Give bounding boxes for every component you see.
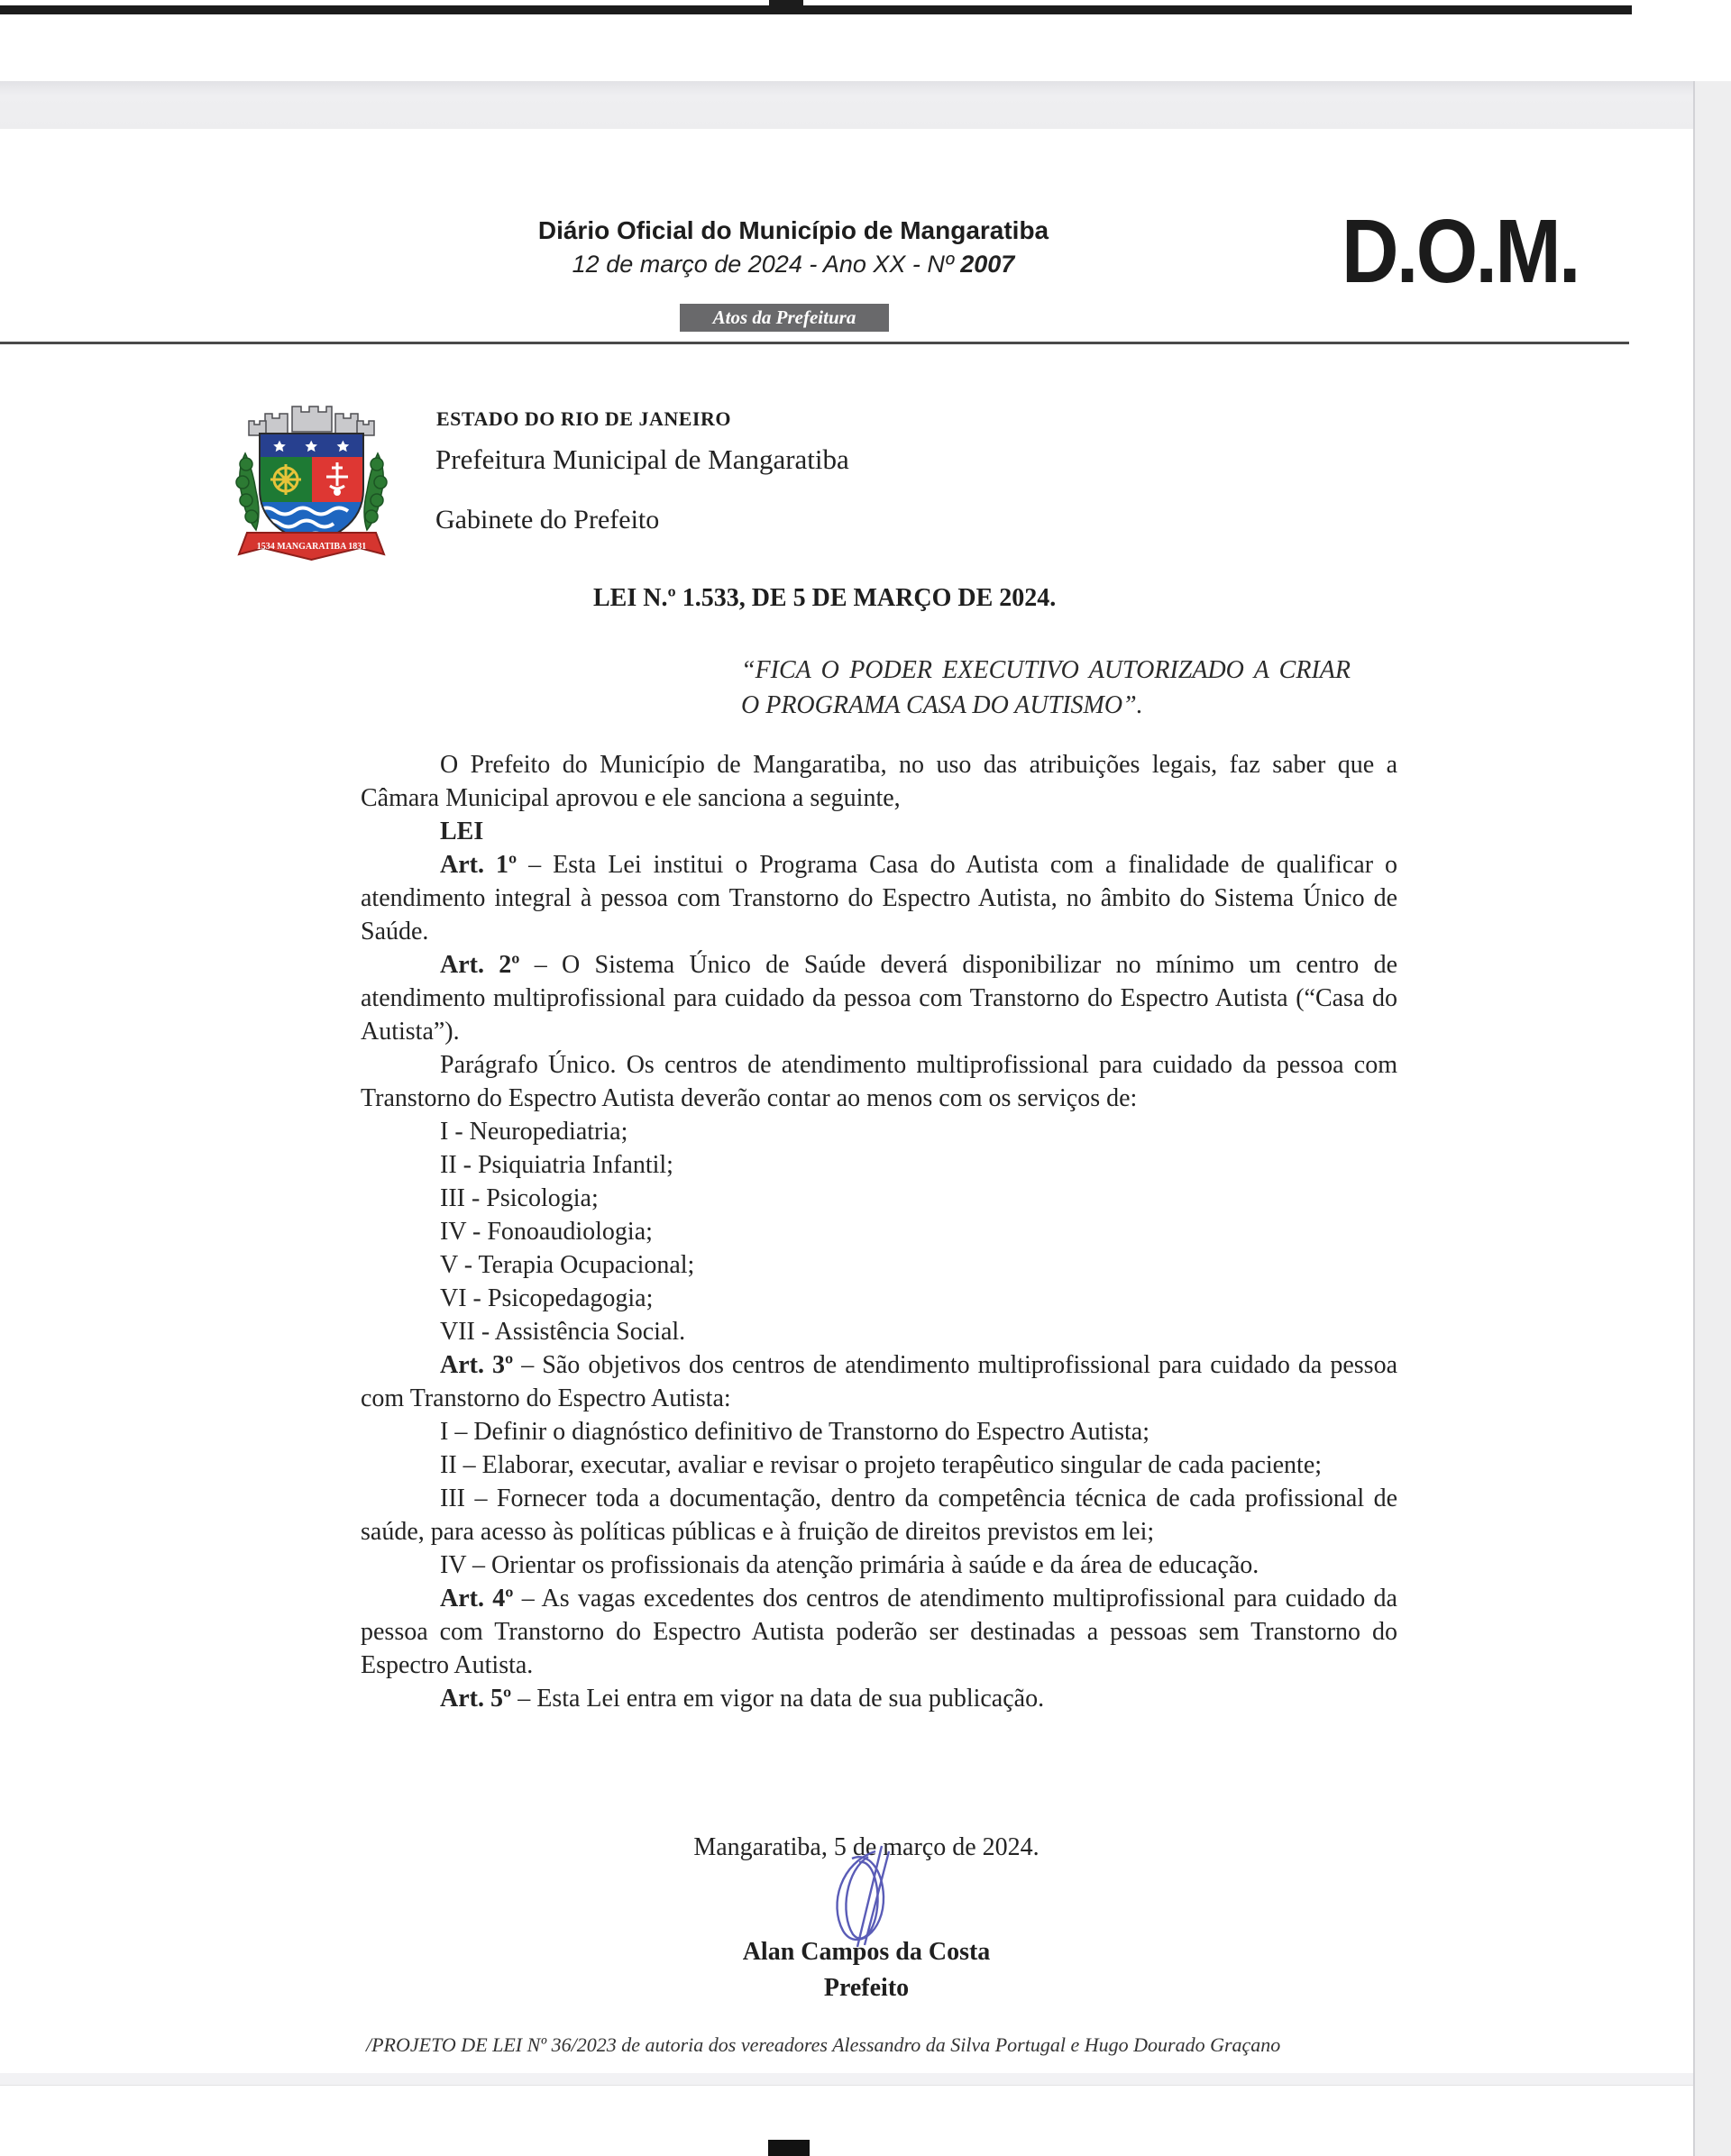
page-bottom-edge <box>0 2073 1693 2086</box>
list-item: V - Terapia Ocupacional; <box>440 1251 695 1279</box>
section-badge: Atos da Prefeitura <box>680 304 889 332</box>
date-line: Mangaratiba, 5 de março de 2024. <box>693 1833 1040 1861</box>
page-right-margin <box>1693 81 1731 2156</box>
paragraph-lead: LEI <box>440 818 484 845</box>
footnote: /PROJETO DE LEI Nº 36/2023 de autoria dos vereadores Alessandro da Silva Portugal e Hugo Dourado Graçano <box>366 2033 1281 2056</box>
top-rule-tab <box>769 0 803 14</box>
crest-ribbon <box>239 533 384 560</box>
header-divider <box>0 342 1629 344</box>
list-item: I - Neuropediatria; <box>440 1118 628 1146</box>
state-name: ESTADO DO RIO DE JANEIRO <box>436 407 731 430</box>
paragraph-lead: Art. 5º <box>440 1685 512 1713</box>
paragraph-lead: Art. 3º <box>440 1351 514 1379</box>
list-item: III – Fornecer toda a documentação, dentro da competência técnica de cada profissional de saúde, para acesso às políticas públicas e à fruição de direitos previstos em lei; <box>361 1485 1397 1546</box>
paragraph-lead: Art. 2º <box>440 951 520 979</box>
list-item: IV – Orientar os profissionais da atenção primária à saúde e da área de educação. <box>440 1551 1259 1579</box>
list-item: IV - Fonoaudiologia; <box>440 1218 653 1246</box>
list-item: VII - Assistência Social. <box>440 1318 686 1346</box>
list-item: II – Elaborar, executar, avaliar e revisar o projeto terapêutico singular de cada paciente; <box>440 1451 1323 1479</box>
municipality-name: Prefeitura Municipal de Mangaratiba <box>435 443 849 475</box>
list-item: III - Psicologia; <box>440 1184 599 1212</box>
paragraph-lead: Art. 1º <box>440 851 517 879</box>
paragraph-text: – Esta Lei entra em vigor na data de sua publicação. <box>511 1685 1045 1713</box>
paragraph <box>361 848 1397 948</box>
list-item: II - Psiquiatria Infantil; <box>440 1151 673 1179</box>
crest-ribbon-text: 1534 MANGARATIBA 1831 <box>256 542 367 552</box>
paragraph <box>361 748 1397 815</box>
signer-role: Prefeito <box>823 1974 910 2002</box>
law-body <box>361 748 1397 1715</box>
paragraph <box>361 948 1397 1048</box>
crest-crown <box>249 407 374 435</box>
law-epigraph: “FICA O PODER EXECUTIVO AUTORIZADO A CRIAR O PROGRAMA CASA DO AUTISMO”. <box>741 656 1351 719</box>
masthead-edition-number: 2007 <box>960 251 1015 278</box>
paragraph-text: O Prefeito do Município de Mangaratiba, no uso das atribuições legais, faz saber que a Câmara Municipal aprovou e ele sanciona a seguinte, <box>361 751 1397 812</box>
paragraph-lead: Art. 4º <box>440 1585 514 1612</box>
paragraph <box>361 1582 1397 1682</box>
paragraph-text: – O Sistema Único de Saúde deverá disponibilizar no mínimo um centro de atendimento multiprofissional para cuidado da pessoa com Transtorno do Espectro Autista (“Casa do Autista”). <box>361 951 1397 1046</box>
list-item: I – Definir o diagnóstico definitivo de Transtorno do Espectro Autista; <box>440 1418 1150 1446</box>
coat-of-arms <box>233 399 390 580</box>
signer-name: Alan Campos da Costa <box>742 1938 991 1966</box>
law-title: LEI N.º 1.533, DE 5 DE MARÇO DE 2024. <box>593 584 1057 612</box>
paragraph-text: – Esta Lei institui o Programa Casa do Autista com a finalidade de qualificar o atendimento integral à pessoa com Transtorno do Espectro Autista, no âmbito do Sistema Único de Saúde. <box>361 851 1397 946</box>
masthead-date: 12 de março de 2024 - Ano XX - Nº <box>572 251 961 278</box>
paragraph <box>361 1348 1397 1415</box>
paragraph-text: Parágrafo Único. Os centros de atendimento multiprofissional para cuidado da pessoa com Transtorno do Espectro Autista deverão contar ao menos com os serviços de: <box>361 1051 1397 1112</box>
masthead-subtitle <box>469 251 1118 279</box>
page-gap-band <box>0 81 1731 129</box>
masthead-title: Diário Oficial do Município de Mangaratiba <box>537 216 1049 244</box>
paragraph <box>361 1048 1397 1115</box>
paragraph <box>361 815 1397 848</box>
scan-mark-bottom <box>768 2140 810 2156</box>
office-name: Gabinete do Prefeito <box>435 505 660 534</box>
paragraph <box>361 1682 1397 1715</box>
list-item: VI - Psicopedagogia; <box>440 1284 654 1312</box>
paragraph-text: – São objetivos dos centros de atendimento multiprofissional para cuidado da pessoa com Transtorno do Espectro Autista: <box>361 1351 1397 1412</box>
paragraph-text: – As vagas excedentes dos centros de atendimento multiprofissional para cuidado da pessoa com Transtorno do Espectro Autista poderão ser destinadas a pessoas sem Transtorno do Espectro Autista. <box>361 1585 1397 1679</box>
dom-logo: D.O.M. <box>1342 201 1579 302</box>
top-rule <box>0 5 1632 14</box>
